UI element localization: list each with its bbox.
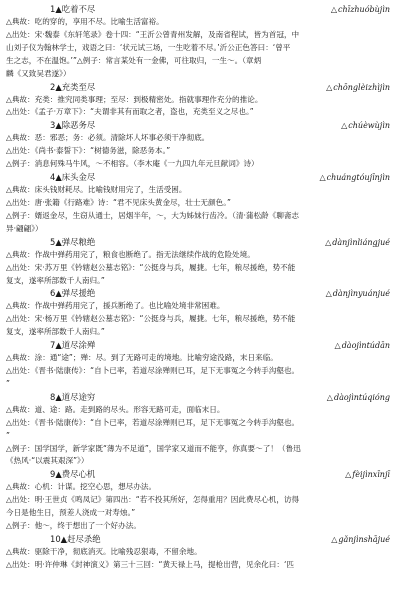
idiom-title: 弹尽援绝 (61, 288, 96, 299)
idiom-entry (6, 339, 394, 391)
entry-number: 8 (50, 391, 56, 402)
entry-text-line: △例子：他～，终于想出了一个好办法。 (6, 521, 141, 531)
entry-header (6, 119, 394, 132)
triangle-marker-icon: ▲ (55, 340, 62, 351)
triangle-marker-icon: ▲ (55, 4, 62, 14)
entry-text-line: △出处：宋·杨万里《钤辖赵公墓志铭》：“公挺身与兵，履捷。七年，粮尽援绝，势不能 (6, 314, 296, 324)
entry-title (50, 81, 95, 94)
entry-header (6, 533, 394, 546)
entry-title (50, 119, 95, 132)
entry-text-line: △典故：驱除干净，彻底消灭。比喻残忍狠毒，不留余地。 (6, 547, 202, 556)
idiom-entry (6, 119, 394, 171)
pinyin-text: gǎnjìnshājué (338, 535, 390, 544)
entry-title (50, 236, 95, 249)
entry-text-line: ” (6, 378, 10, 388)
triangle-marker-icon: ▲ (55, 469, 62, 480)
idiom-title: 费尽心机 (61, 469, 96, 480)
entry-text-line: △出处：《尚书·泰誓下》：“树德务滋，除恶务本。” (6, 146, 171, 156)
idiom-entry (6, 81, 394, 120)
triangle-marker-icon: ▲ (55, 391, 62, 402)
entry-text-line: ” (6, 430, 10, 440)
idiom-pinyin (331, 533, 390, 546)
entry-number: 6 (50, 288, 56, 299)
pinyin-text: dànjìnliángjué (332, 237, 390, 247)
entry-text-line: △典故：恶：邪恶；务：必须。清除坏人坏事必须干净彻底。 (6, 133, 210, 143)
entry-header (6, 236, 394, 249)
entry-text-line: 异·翩翩》） (6, 223, 43, 233)
pinyin-text: chīzhuóbùjìn (338, 5, 390, 14)
idiom-entry (6, 171, 394, 236)
triangle-outline-icon: △ (326, 82, 333, 92)
entry-text-line: △典故：床头钱财耗尽。比喻钱财用完了，生活受困。 (6, 185, 187, 195)
idiom-title: 道尽涂殚 (61, 340, 96, 351)
entry-text-line: △例子：国学国学，新学家既“薄为不足道”，国学家又道而不能亨，你真要～了！（鲁迅 (6, 443, 301, 453)
entry-header (6, 391, 394, 404)
triangle-marker-icon: ▲ (55, 288, 62, 299)
entry-header (6, 339, 394, 352)
entry-text-line: △典故：充类：推究同类事理；至尽：到极精密处。指就事理作充分的推论。 (6, 94, 263, 104)
idiom-pinyin (345, 468, 390, 481)
entry-text-line: △出处：宋·苏万里《钤辖赵公墓志铭》：“公挺身与兵，履捷。七年，粮尽援绝，势不能 (6, 262, 296, 272)
entry-header (6, 468, 394, 481)
entry-text-line: △例子：婿返金尽，生窃从通士，居烟半年，～，大为姊妹行齿冷。（清·蒲松龄《聊斋志 (6, 210, 300, 220)
idiom-pinyin (327, 391, 390, 404)
entry-text-line: △典故：涂：通“途”；殚：尽。到了无路可走的境地。比喻穷途没路，末日来临。 (6, 353, 278, 363)
entry-text-line: △典故：道、途：路。走到路的尽头。形容无路可走，面临末日。 (6, 404, 225, 414)
triangle-outline-icon: △ (326, 392, 333, 402)
entry-text-line: △出处：宋·魏泰《东轩笔录》卷十四：“王沂公曾青州发解，及南省程试，皆为首冠，中 (6, 29, 300, 39)
entry-text-line: 今日是他生日，预差人浇成一对寿烛。” (6, 508, 136, 518)
entry-number: 10 (50, 534, 61, 544)
triangle-marker-icon: ▲ (60, 534, 68, 544)
entry-number: 5 (50, 236, 56, 247)
entry-text-line: △出处：唐·张籍《行路难》诗：“君不见床头黄金尽，壮士无颜色。” (6, 197, 231, 207)
idiom-entry (6, 391, 394, 469)
idiom-pinyin (325, 236, 390, 249)
triangle-outline-icon: △ (325, 237, 332, 247)
idiom-entry (6, 3, 394, 81)
entry-text-line: △典故：心机：计谋。挖空心思，想尽办法。 (6, 482, 157, 492)
pinyin-text: dàojìntúdān (341, 341, 390, 351)
entry-number: 4 (50, 172, 56, 183)
entry-title (50, 533, 101, 546)
entry-text-line: △出处：《孟子·万章下》：“夫谓非其有而取之者，盗也，充类至义之尽也。” (6, 107, 254, 117)
idiom-pinyin (331, 3, 390, 16)
entry-header (6, 287, 394, 300)
idiom-title: 吃着不尽 (61, 4, 96, 14)
entry-title (50, 391, 95, 404)
triangle-marker-icon: ▲ (55, 172, 62, 183)
entry-header (6, 171, 394, 184)
triangle-outline-icon: △ (331, 535, 338, 544)
entry-number: 2 (50, 81, 56, 92)
entry-text-line: △典故：吃的穿的，享用不尽。比喻生活富裕。 (6, 17, 164, 26)
pinyin-text: chuángtóujīnjìn (326, 173, 390, 183)
triangle-outline-icon: △ (341, 121, 348, 131)
idiom-title: 赶尽杀绝 (67, 534, 101, 544)
triangle-marker-icon: ▲ (55, 81, 62, 92)
triangle-marker-icon: ▲ (55, 120, 62, 131)
entry-header (6, 81, 394, 94)
entry-title (50, 287, 95, 300)
idiom-title: 充类至尽 (61, 81, 96, 92)
idiom-pinyin (326, 81, 390, 94)
idiom-entry (6, 287, 394, 339)
entry-text-line: △典故：作战中弹药用完了，援兵断绝了。也比喻处境非常困难。 (6, 301, 225, 311)
entry-number: 9 (50, 469, 56, 480)
entry-text-line: 复支，遂率所部数千人南归。” (6, 327, 105, 337)
entry-number: 3 (50, 120, 56, 131)
entry-title (50, 171, 95, 184)
triangle-outline-icon: △ (334, 341, 341, 351)
idiom-title: 床头金尽 (61, 172, 96, 183)
entry-text-line: △出处：《晋书·陆康传》：“自卜已率，若道尽涂殚则已耳，足下无事冤之今转手沟壑也。 (6, 417, 300, 427)
pinyin-text: fèijìnxīnjī (352, 470, 390, 480)
pinyin-text: chōnglèizhìjìn (333, 82, 390, 92)
idiom-title: 除恶务尽 (61, 120, 96, 131)
entry-text-line: △出处：明·王世贞《鸣凤记》第四出：“若不投其所好，怎得重用？因此费尽心机，访得 (6, 495, 300, 505)
entry-text-line: 复支，遂率所部数千人南归。” (6, 275, 105, 285)
entry-text-line: 生之志，不在温饱。’”△例子：常言某处有一金佛，可往取归，一生～。（章炳 (6, 55, 262, 65)
entry-text-line: △例子：消息何殊马牛风，～不相容。（李木庵《一九四九年元旦献词》诗） (6, 159, 259, 169)
idiom-entry (6, 236, 394, 288)
entry-text-line: △出处：《晋书·陆康传》：“自卜已率，若道尽涂殚则已耳，足下无事冤之今转手沟壑也。 (6, 366, 300, 376)
entry-title (50, 339, 95, 352)
idiom-pinyin (341, 119, 390, 132)
entry-text-line: 麟《又致吴君遂》） (6, 68, 71, 78)
idiom-pinyin (335, 339, 390, 352)
entry-number: 7 (50, 340, 56, 351)
entry-text-line: 山刘子仪为翰林学士，戏语之曰：‘状元试三场，一生吃着不尽。’沂公正色答曰：‘曾平 (6, 42, 291, 52)
idiom-title: 弹尽粮绝 (61, 236, 96, 247)
entry-header (6, 3, 394, 16)
idiom-pinyin (326, 287, 390, 300)
entry-number: 1 (50, 4, 56, 14)
idiom-entry (6, 468, 394, 533)
pinyin-text: dàojìntúqióng (333, 392, 390, 402)
idiom-title: 道尽途穷 (61, 391, 96, 402)
entry-text-line: 《热风·“以震其艰深”》） (6, 456, 89, 466)
pinyin-text: dànjìnyuánjué (332, 289, 390, 299)
triangle-marker-icon: ▲ (55, 236, 62, 247)
idiom-pinyin (319, 171, 390, 184)
pinyin-text: chúèwùjìn (348, 121, 390, 131)
idiom-entry (6, 533, 394, 572)
triangle-outline-icon: △ (330, 5, 337, 14)
entry-title (50, 468, 95, 481)
entry-text-line: △典故：作战中弹药用完了，粮食也断绝了。指无法继续作战的危险处境。 (6, 249, 255, 259)
entry-text-line: △出处：明·许仲琳《封神演义》第三十三回：“黄天禄上马，提枪出营，见余化曰：‘匹 (6, 559, 294, 569)
triangle-outline-icon: △ (319, 173, 326, 183)
triangle-outline-icon: △ (345, 470, 352, 480)
entry-title (50, 3, 95, 16)
triangle-outline-icon: △ (325, 289, 332, 299)
